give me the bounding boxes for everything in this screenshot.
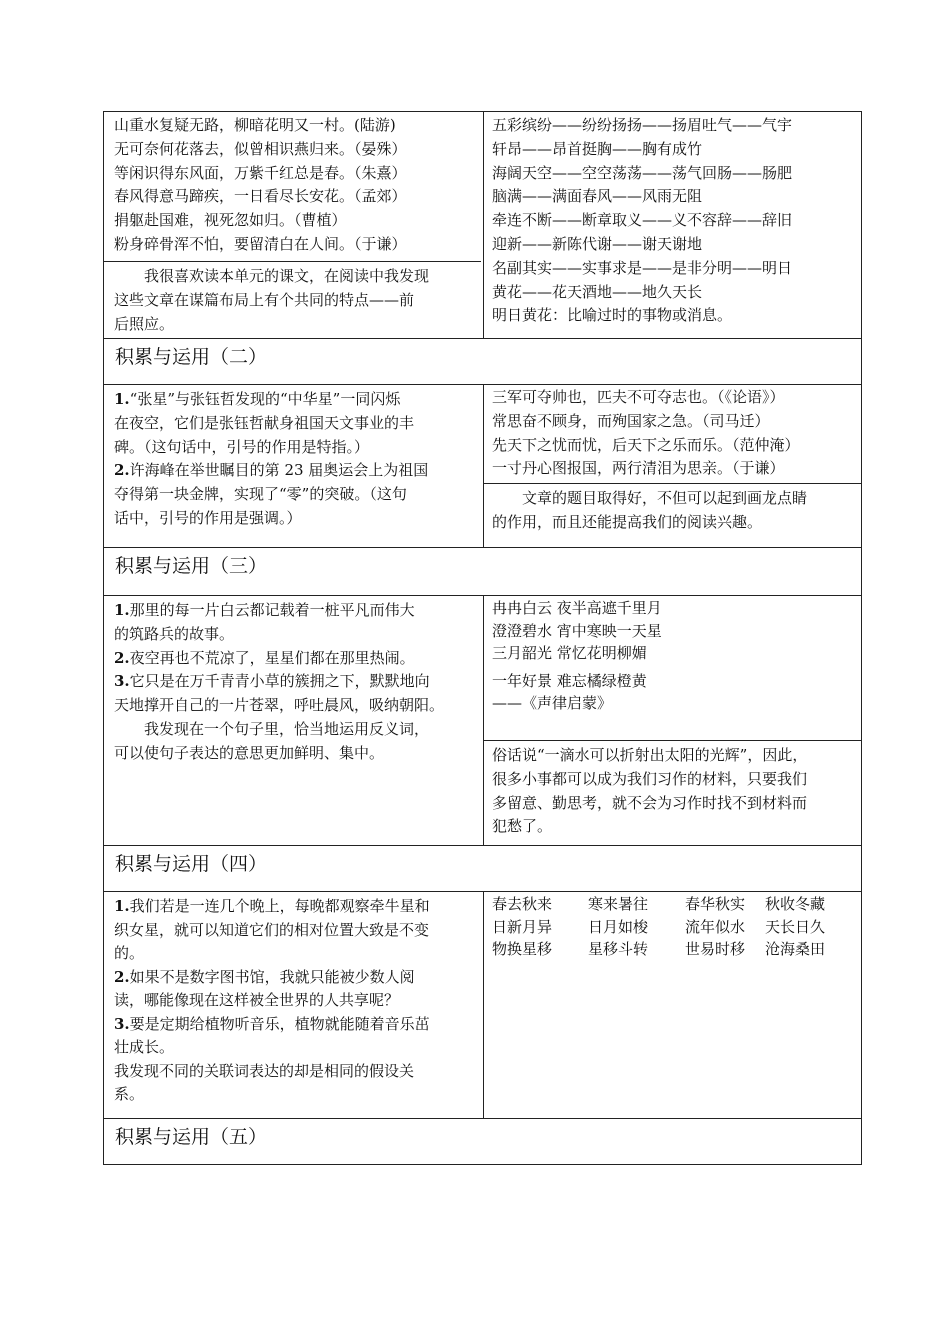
example-line: 夺得第一块金牌，实现了“零”的突破。（这句 xyxy=(114,485,407,504)
idiom-item: 世易时移 xyxy=(685,940,746,958)
example-line: 1.“张星”与张钰哲发现的“中华星”一同闪烁 xyxy=(114,390,401,408)
section-heading-2: 积累与运用（二） xyxy=(115,346,268,368)
note-line: 俗话说“一滴水可以折射出太阳的光辉”，因此， xyxy=(492,746,808,764)
idiom-row xyxy=(492,938,860,961)
quote-line: 先天下之忧而忧，后天下之乐而乐。（范仲淹） xyxy=(492,435,800,454)
idiom-item: 日月如梭 xyxy=(588,917,649,936)
idiom-line: 黄花——花天酒地——地久天长 xyxy=(492,282,703,301)
example-line: 我发现不同的关联词表达的却是相同的假设关 xyxy=(114,1061,415,1080)
example-line: 壮成长。 xyxy=(114,1038,175,1056)
note-line: 的作用，而且还能提高我们的阅读兴趣。 xyxy=(492,512,763,531)
divider-horizontal xyxy=(104,1118,861,1119)
couplet-line: 三月韶光 常忆花明柳媚 xyxy=(492,644,647,662)
divider-vertical xyxy=(483,384,484,547)
example-line: 1.我们若是一连几个晚上，每晚都观察牵牛星和 xyxy=(114,897,430,915)
idiom-line: 牵连不断——断章取义——义不容辞——辞旧 xyxy=(492,211,793,230)
idiom-item: 星移斗转 xyxy=(588,940,649,958)
divider-vertical xyxy=(483,891,484,1118)
idiom-line: 迎新——新陈代谢——谢天谢地 xyxy=(492,234,703,253)
divider-horizontal xyxy=(104,547,861,548)
note-line: 后照应。 xyxy=(114,314,175,333)
couplet-line: 冉冉白云 夜半高遮千里月 xyxy=(492,599,662,617)
idiom-item: 寒来暑往 xyxy=(588,895,649,913)
example-line: 的筑路兵的故事。 xyxy=(114,624,235,643)
note-line: 犯愁了。 xyxy=(492,817,553,836)
example-line: 可以使句子表达的意思更加鲜明、集中。 xyxy=(114,743,385,762)
idiom-line: 名副其实——实事求是——是非分明——明日 xyxy=(492,258,793,277)
reading-note-cell xyxy=(114,265,480,336)
example-line: 话中，引号的作用是强调。） xyxy=(114,508,302,527)
example-line: 碑。（这句话中，引号的作用是特指。） xyxy=(114,437,370,456)
divider-horizontal xyxy=(484,740,861,741)
poem-line: 春风得意马蹄疾，一日看尽长安花。（孟郊） xyxy=(114,187,407,206)
poem-list-cell xyxy=(114,114,480,257)
poem-line: 捐躯赴国难，视死忽如归。（曹植） xyxy=(114,211,347,230)
time-idioms-cell xyxy=(492,893,860,961)
poem-line: 无可奈何花落去，似曾相识燕归来。（晏殊） xyxy=(114,139,407,158)
divider-horizontal xyxy=(104,261,481,262)
antonym-sentences-cell xyxy=(114,599,482,766)
couplet-source: ——《声律启蒙》 xyxy=(492,694,613,712)
example-line: 读，哪能像现在这样被全世界的人共享呢？ xyxy=(114,991,400,1009)
example-line: 我发现在一个句子里，恰当地运用反义词， xyxy=(114,719,430,738)
poem-line: 山重水复疑无路，柳暗花明又一村。(陆游) xyxy=(114,116,396,134)
example-line: 的。 xyxy=(114,944,145,962)
quote-line: 三军可夺帅也，匹夫不可夺志也。（《论语》） xyxy=(492,388,785,406)
idiom-row xyxy=(492,916,860,939)
couplet-line: 澄澄碧水 宵中寒映一天星 xyxy=(492,621,662,640)
quote-line: 一寸丹心图报国，两行清泪为思亲。（于谦） xyxy=(492,459,785,478)
section-heading-5: 积累与运用（五） xyxy=(115,1126,268,1148)
divider-horizontal xyxy=(484,483,861,484)
patriotic-quotes-cell xyxy=(492,386,860,481)
notes-table xyxy=(103,111,862,1165)
divider-horizontal xyxy=(104,338,861,339)
example-line: 2.夜空再也不荒凉了，星星们都在那里热闹。 xyxy=(114,648,415,667)
note-line: 文章的题目取得好，不但可以起到画龙点睛 xyxy=(492,489,808,507)
example-line: 2.许海峰在举世瞩目的第 23 届奥运会上为祖国 xyxy=(114,461,429,480)
idiom-item: 春华秋实 xyxy=(685,895,746,913)
idiom-line: 脑满——满面春风——风雨无阻 xyxy=(492,187,703,206)
example-line: 织女星，就可以知道它们的相对位置大致是不变 xyxy=(114,920,430,939)
example-line: 1.那里的每一片白云都记载着一桩平凡而伟大 xyxy=(114,601,415,619)
poem-line: 粉身碎骨浑不怕，要留清白在人间。（于谦） xyxy=(114,234,407,253)
idiom-line: 五彩缤纷——纷纷扬扬——扬眉吐气——气宇 xyxy=(492,116,793,134)
couplet-line: 一年好景 难忘橘绿橙黄 xyxy=(492,671,647,690)
idiom-item: 沧海桑田 xyxy=(765,940,826,958)
idiom-line: 明日黄花：比喻过时的事物或消息。 xyxy=(492,306,733,325)
divider-vertical xyxy=(483,112,484,338)
idiom-line: 轩昂——昂首挺胸——胸有成竹 xyxy=(492,139,703,158)
title-note-cell xyxy=(492,487,860,535)
quote-line: 常思奋不顾身，而殉国家之急。（司马迁） xyxy=(492,411,770,430)
poem-line: 等闲识得东风面，万紫千红总是春。（朱熹） xyxy=(114,163,407,182)
idiom-row xyxy=(492,893,860,916)
example-line: 3.要是定期给植物听音乐，植物就能随着音乐茁 xyxy=(114,1014,430,1033)
idiom-item: 日新月异 xyxy=(492,917,553,936)
note-line: 很多小事都可以成为我们习作的材料，只要我们 xyxy=(492,769,808,788)
example-line: 2.如果不是数字图书馆，我就只能被少数人阅 xyxy=(114,967,415,986)
example-line: 系。 xyxy=(114,1085,145,1103)
writing-tip-cell xyxy=(492,744,862,839)
note-line: 这些文章在谋篇布局上有个共同的特点——前 xyxy=(114,290,415,309)
idiom-item: 物换星移 xyxy=(492,940,553,958)
note-line: 我很喜欢读本单元的课文，在阅读中我发现 xyxy=(114,267,430,285)
section-heading-4: 积累与运用（四） xyxy=(115,853,268,875)
divider-horizontal xyxy=(104,845,861,846)
example-line: 天地撑开自己的一片苍翠，呼吐晨风，吸纳朝阳。 xyxy=(114,696,445,715)
example-line: 3.它只是在万千青青小草的簇拥之下，默默地向 xyxy=(114,672,430,691)
idiom-line: 海阔天空——空空荡荡——荡气回肠——肠肥 xyxy=(492,163,793,182)
quote-usage-cell xyxy=(114,388,480,531)
idiom-item: 流年似水 xyxy=(685,917,746,936)
idiom-item: 秋收冬藏 xyxy=(765,895,826,913)
idiom-item: 天长日久 xyxy=(765,917,826,936)
section-heading-3: 积累与运用（三） xyxy=(115,555,268,577)
conjunction-sentences-cell xyxy=(114,895,482,1107)
idiom-item: 春去秋来 xyxy=(492,895,553,913)
idiom-chain-cell xyxy=(492,114,860,328)
divider-vertical xyxy=(483,595,484,845)
example-line: 在夜空，它们是张钰哲献身祖国天文事业的丰 xyxy=(114,413,415,432)
note-line: 多留意、勤思考，就不会为习作时找不到材料而 xyxy=(492,793,808,812)
couplet-cell xyxy=(492,597,860,715)
